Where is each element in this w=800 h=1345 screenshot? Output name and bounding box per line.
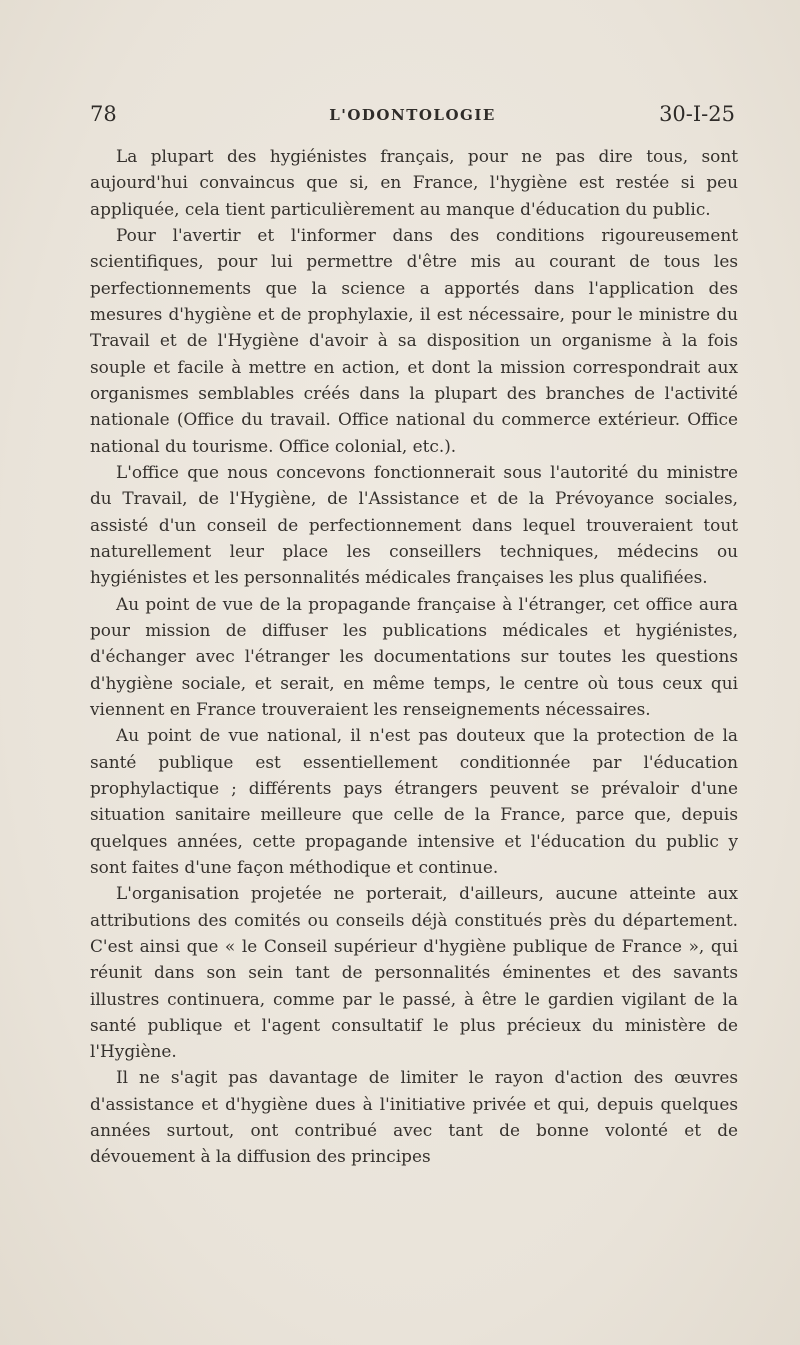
issue-date: 30-I-25 (659, 102, 735, 126)
article-body (90, 143, 738, 1170)
paragraph-2: Pour l'avertir et l'informer dans des conditions rigoureusement scientifiques, pour lui permettre d'être mis au courant de tous les perfectionnements que la science a apportés dans l'application des mesures d'hygiène et de prophylaxie, il est nécessaire, pour le ministre du Travail et de l'Hygiène d'avoir à sa disposition un organisme à la fois souple et facile à mettre en action, et dont la mission correspondrait aux organismes semblables créés dans la plupart des branches de l'activité nationale (Office du travail. Office national du commerce extérieur. Office national du tourisme. Office colonial, etc.). (90, 224, 738, 456)
paragraph-1: La plupart des hygiénistes français, pour ne pas dire tous, sont aujourd'hui convaincus que si, en France, l'hygiène est restée si peu appliquée, cela tient particulièrement au manque d'éducation du public. (90, 146, 738, 219)
page-number: 78 (90, 102, 117, 126)
paragraph-6: L'organisation projetée ne porterait, d'ailleurs, aucune atteinte aux attributions des comités ou conseils déjà constitués près du département. C'est ainsi que « le Conseil supérieur d'hygiène publique de France », qui réunit dans son sein tant de personnalités éminentes et des savants illustres continuera, comme par le passé, à être le gardien vigilant de la santé publique et l'agent consultatif le plus précieux du ministère de l'Hygiène. (90, 883, 738, 1062)
paragraph-5: Au point de vue national, il n'est pas douteux que la protection de la santé publique est essentiellement conditionnée par l'éducation prophylactique ; différents pays étrangers peuvent se prévaloir d'une situation sanitaire meilleure que celle de la France, parce que, depuis quelques années, cette propagande intensive et l'éducation du public y sont faites d'une façon méthodique et continue. (90, 725, 738, 877)
paragraph-3: L'office que nous concevons fonctionnerait sous l'autorité du ministre du Travail, de l'Hygiène, de l'Assistance et de la Prévoyance sociales, assisté d'un conseil de perfectionnement dans lequel trouveraient tout naturellement leur place les conseillers techniques, médecins ou hygiénistes et les personnalités médicales françaises les plus qualifiées. (90, 461, 738, 588)
paragraph-4: Au point de vue de la propagande française à l'étranger, cet office aura pour mission de diffuser les publications médicales et hygiénistes, d'échanger avec l'étranger les documentations sur toutes les questions d'hygiène sociale, et serait, en même temps, le centre où tous ceux qui viennent en France trouveraient les renseignements nécessaires. (90, 593, 738, 719)
paragraph-7: Il ne s'agit pas davantage de limiter le rayon d'action des œuvres d'assistance et d'hygiène dues à l'initiative privée et qui, depuis quelques années surtout, ont contribué avec tant de bonne volonté et de dévouement à la diffusion des principes (90, 1067, 738, 1167)
running-header (90, 102, 735, 132)
journal-title: L'ODONTOLOGIE (329, 106, 496, 124)
